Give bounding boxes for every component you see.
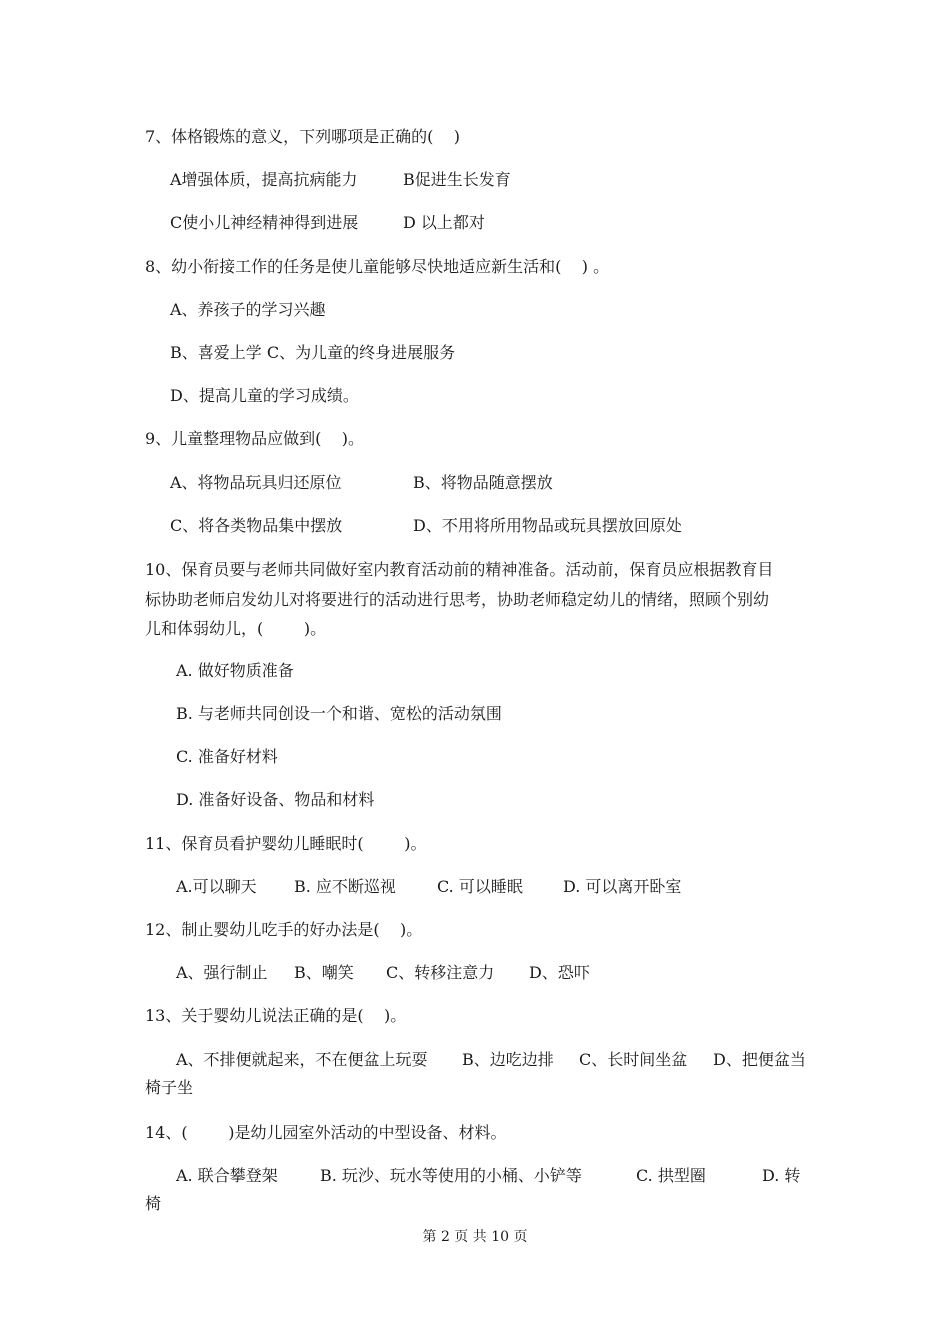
question-7-option-a: A增强体质，提高抗病能力 bbox=[170, 170, 358, 189]
question-7-stem: 7、体格锻炼的意义，下列哪项是正确的( ) bbox=[145, 127, 461, 146]
question-10-option-b: B. 与老师共同创设一个和谐、宽松的活动氛围 bbox=[176, 704, 502, 723]
question-9-option-d: D、不用将所用物品或玩具摆放回原处 bbox=[413, 516, 682, 535]
question-10-option-d: D. 准备好设备、物品和材料 bbox=[176, 790, 375, 809]
question-9-option-b: B、将物品随意摆放 bbox=[413, 473, 553, 492]
question-11-option-c: C. 可以睡眠 bbox=[437, 877, 523, 896]
question-11-option-a: A.可以聊天 bbox=[176, 877, 257, 896]
question-13-option-c: C、长时间坐盆 bbox=[579, 1050, 688, 1069]
question-8-option-d: D、提高儿童的学习成绩。 bbox=[170, 386, 359, 405]
question-12-option-b: B、嘲笑 bbox=[294, 963, 354, 982]
question-14-option-d: D. 转 bbox=[762, 1166, 801, 1185]
question-9-option-a: A、将物品玩具归还原位 bbox=[170, 473, 342, 492]
question-12-stem: 12、制止婴幼儿吃手的好办法是( )。 bbox=[145, 920, 423, 939]
question-14-option-a: A. 联合攀登架 bbox=[176, 1166, 278, 1185]
question-13-option-d: D、把便盆当 bbox=[713, 1050, 806, 1069]
question-10-option-c: C. 准备好材料 bbox=[176, 747, 278, 766]
question-13-option-b: B、边吃边排 bbox=[462, 1050, 554, 1069]
question-12-option-d: D、恐吓 bbox=[529, 963, 590, 982]
question-12-option-c: C、转移注意力 bbox=[386, 963, 495, 982]
question-8-option-a: A、养孩子的学习兴趣 bbox=[170, 300, 326, 319]
question-10-stem-line-3: 儿和体弱幼儿，( )。 bbox=[145, 619, 327, 638]
question-10-stem-line-2: 标协助老师启发幼儿对将要进行的活动进行思考，协助老师稳定幼儿的情绪，照顾个别幼 bbox=[145, 590, 770, 609]
question-13-stem: 13、关于婴幼儿说法正确的是( )。 bbox=[145, 1006, 407, 1025]
question-11-stem: 11、保育员看护婴幼儿睡眠时( )。 bbox=[145, 834, 427, 853]
question-13-continuation: 椅子坐 bbox=[145, 1078, 194, 1097]
question-8-option-bc: B、喜爱上学 C、为儿童的终身进展服务 bbox=[170, 343, 456, 362]
question-9-stem: 9、儿童整理物品应做到( )。 bbox=[145, 429, 365, 448]
question-7-option-c: C使小儿神经精神得到进展 bbox=[170, 213, 359, 232]
question-11-option-d: D. 可以离开卧室 bbox=[563, 877, 682, 896]
question-12-option-a: A、强行制止 bbox=[176, 963, 268, 982]
question-7-option-b: B促进生长发育 bbox=[403, 170, 511, 189]
question-14-option-b: B. 玩沙、玩水等使用的小桶、小铲等 bbox=[320, 1166, 582, 1185]
question-14-continuation: 椅 bbox=[145, 1194, 162, 1213]
question-10-option-a: A. 做好物质准备 bbox=[176, 661, 294, 680]
page-number-footer: 第 2 页 共 10 页 bbox=[422, 1229, 528, 1245]
question-8-stem: 8、幼小衔接工作的任务是使儿童能够尽快地适应新生活和( ) 。 bbox=[145, 257, 610, 276]
question-10-stem-line-1: 10、保育员要与老师共同做好室内教育活动前的精神准备。活动前，保育员应根据教育目 bbox=[145, 560, 774, 579]
question-13-option-a: A、不排便就起来，不在便盆上玩耍 bbox=[176, 1050, 428, 1069]
question-7-option-d: D 以上都对 bbox=[403, 213, 485, 232]
question-14-option-c: C. 拱型圈 bbox=[636, 1166, 706, 1185]
question-11-option-b: B. 应不断巡视 bbox=[294, 877, 396, 896]
question-9-option-c: C、将各类物品集中摆放 bbox=[170, 516, 343, 535]
question-14-stem: 14、( )是幼儿园室外活动的中型设备、材料。 bbox=[145, 1123, 507, 1142]
